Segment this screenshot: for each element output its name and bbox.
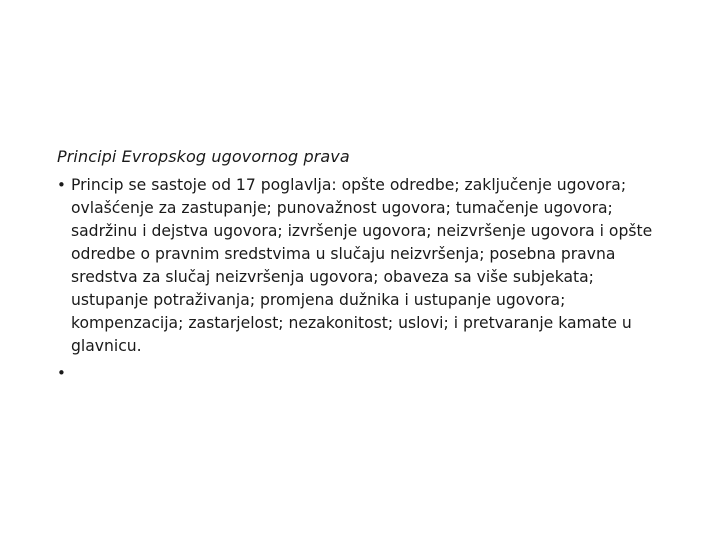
bullet-text: Princip se sastoje od 17 poglavlja: opšte odredbe; zaključenje ugovora; ovlašćenje za zastupanje; punovažnost ugovora; tumačenje ugovora; sadržinu i dejstva ugovora; izvršenje ugovora; neizvršenje ugovora i opšte odredbe o pravnim sredstvima u slučaju neizvršenja; posebna pravna sredstva za slučaj neizvršenja ugovora; obaveza sa više subjekata; ustupanje potraživanja; promjena dužnika i ustupanje ugovora; kompenzacija; zastarjelost; nezakonitost; uslovi; i pretvaranje kamate u glavnicu. [71, 176, 653, 355]
bullet-item-empty [57, 362, 667, 385]
slide-content [57, 146, 667, 385]
bullet-marker: • [57, 364, 66, 382]
bullet-item [57, 174, 667, 358]
bullet-marker: • [57, 176, 66, 194]
bullet-list [57, 174, 667, 385]
slide-heading: Principi Evropskog ugovornog prava [57, 147, 350, 166]
